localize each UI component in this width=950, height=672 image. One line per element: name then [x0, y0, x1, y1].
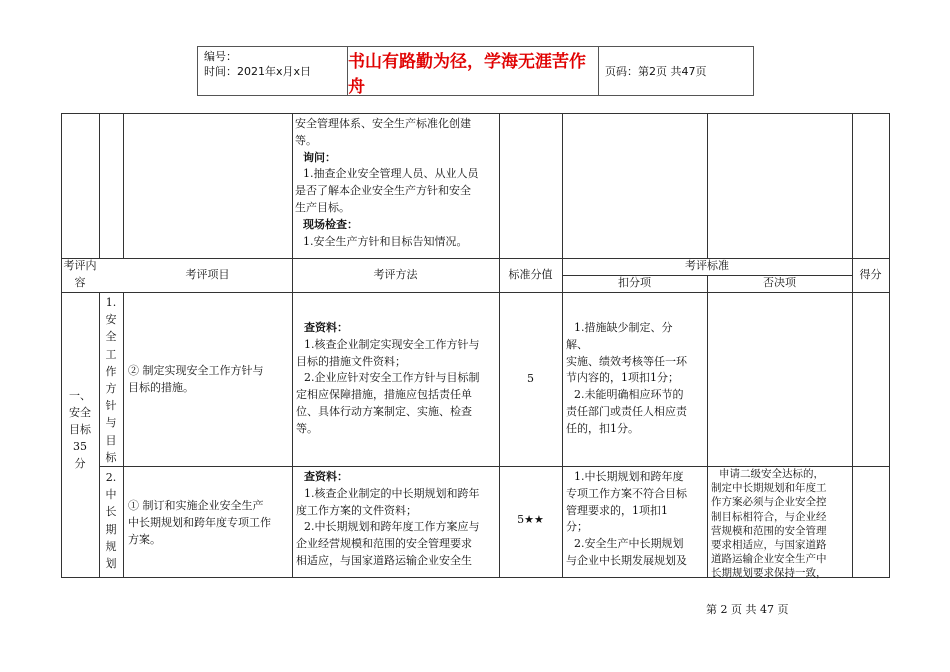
method-title: 查资料： [304, 321, 348, 334]
item-line: ① 制订和实施企业安全生产 [128, 499, 264, 512]
index-char: 工 [105, 347, 117, 361]
deduct-line: 2.未能明确相应环节的 [574, 388, 684, 402]
inquiry-title: 询问： [303, 150, 336, 164]
inquiry-line: 生产目标。 [295, 200, 350, 214]
deduct-line: 解、 [566, 337, 588, 351]
deduct-line: 分； [566, 520, 588, 534]
row1-deduct [566, 320, 704, 438]
index-char: 目 [105, 433, 117, 447]
row2-item [128, 498, 290, 548]
row2-veto [711, 467, 851, 581]
index-char: 中 [105, 488, 117, 502]
row2-deduct [566, 469, 704, 570]
top-method-line: 等。 [295, 133, 317, 147]
field-check-line: 1.安全生产方针和目标告知情况。 [303, 234, 468, 248]
row1-index [99, 294, 123, 466]
row2-method [296, 469, 499, 570]
index-char: 1. [105, 296, 117, 309]
row-line-header-bottom [61, 292, 890, 293]
veto-line: 制定中长期规划和年度工 [711, 482, 827, 495]
index-char: 安 [105, 313, 117, 327]
col-line-end [889, 113, 890, 578]
index-char: 期 [105, 522, 117, 536]
deduct-line: 与企业中长期发展规划及 [566, 553, 687, 567]
index-char: 划 [105, 557, 117, 571]
deduct-line: 任的，扣1分。 [566, 421, 639, 435]
col-line-deduct-bottom [707, 275, 708, 578]
method-line: 相适应，与国家道路运输企业安全生 [296, 553, 472, 567]
page-footer: 第 2 页 共 47 页 [706, 603, 789, 616]
item-line: ② 制定实现安全工作方针与 [128, 364, 264, 377]
index-char: 2. [105, 471, 117, 484]
header-motto: 书山有路勤为径，学海无涯苦作舟 [348, 47, 599, 95]
index-char: 方 [105, 382, 117, 396]
index-char: 作 [105, 364, 117, 378]
header-deduct: 扣分项 [618, 276, 651, 289]
category-line: 安全 [69, 406, 91, 419]
header-item: 考评项目 [185, 268, 230, 281]
evaluation-table [61, 113, 890, 578]
category-line: 目标 [69, 423, 91, 436]
header-page-label: 页码：第2页 共47页 [605, 65, 707, 78]
inquiry-line: 是否了解本企业安全生产方针和安全 [295, 184, 471, 198]
deduct-line: 1.措施缺少制定、分 [574, 321, 673, 334]
item-line: 方案。 [128, 532, 161, 546]
index-char: 全 [105, 330, 117, 344]
veto-line: 要求相适应，与国家道路 [711, 539, 827, 552]
method-title: 查资料： [304, 470, 348, 483]
method-line: 等。 [296, 421, 318, 435]
row1-item [128, 363, 290, 397]
veto-line: 申请二级安全达标的， [719, 468, 824, 480]
method-line: 1.核查企业制定实现安全工作方针与 [304, 337, 480, 351]
col-line-content-top [99, 113, 100, 258]
index-char: 与 [105, 416, 117, 430]
header-method: 考评方法 [373, 268, 418, 281]
row2-index [99, 469, 123, 572]
row2-score: 5★★ [517, 513, 544, 526]
table-border-top [61, 113, 890, 114]
header-veto: 否决项 [763, 276, 796, 289]
col-line-0 [61, 113, 62, 578]
deduct-line: 专项工作方案不符合目标 [566, 486, 687, 500]
veto-line: 长期规划要求保持一致， [711, 567, 827, 580]
deduct-line: 实施、绩效考核等任一环 [566, 354, 687, 368]
top-method-cell [295, 116, 499, 250]
deduct-line: 责任部门或责任人相应责 [566, 404, 687, 418]
header-meta [198, 47, 348, 95]
category-line: 35 [73, 440, 87, 453]
col-line-method [499, 113, 500, 578]
inquiry-line: 1.抽查企业安全管理人员、从业人员 [303, 167, 479, 181]
veto-line: 道路运输企业安全生产中 [711, 553, 827, 566]
item-line: 中长期规划和跨年度专项工作 [128, 515, 271, 529]
row1-score: 5 [527, 372, 534, 385]
col-line-veto [852, 113, 853, 578]
item-line: 目标的措施。 [128, 380, 194, 394]
header-result: 得分 [859, 268, 882, 281]
index-char: 针 [105, 399, 117, 413]
deduct-line: 管理要求的，1项扣1 [566, 503, 668, 517]
index-char: 规 [105, 539, 117, 553]
method-line: 1.核查企业制定的中长期规划和跨年 [304, 486, 480, 500]
field-check-title: 现场检查： [303, 217, 358, 231]
page-header [197, 46, 754, 96]
method-line: 企业经营规模和范围的安全管理要求 [296, 537, 472, 551]
col-line-index-top [123, 113, 124, 258]
method-line: 目标的措施文件资料； [296, 354, 406, 368]
doc-time-label: 时间：2021年x月x日 [204, 65, 312, 78]
col-line-score [562, 113, 563, 578]
method-line: 2.企业应针对安全工作方针与目标制 [304, 371, 480, 385]
header-content: 考评内容 [63, 259, 97, 289]
col-line-item [292, 113, 293, 578]
category-cell [61, 387, 99, 472]
row1-method [296, 320, 499, 438]
veto-line: 作方案必须与企业安全控 [711, 496, 827, 509]
index-char: 标 [105, 450, 117, 464]
col-line-deduct-top [707, 113, 708, 258]
veto-line: 制目标相符合，与企业经 [711, 510, 827, 523]
category-line: 一、 [69, 389, 91, 402]
top-method-line: 安全管理体系、安全生产标准化创建 [295, 117, 471, 130]
method-line: 位、具体行动方案制定、实施、检查 [296, 404, 472, 418]
method-line: 度工作方案的文件资料； [296, 503, 417, 517]
col-line-index-bottom [123, 292, 124, 578]
deduct-line: 节内容的，1项扣1分； [566, 371, 679, 385]
doc-number-label: 编号： [204, 50, 237, 63]
deduct-line: 1.中长期规划和跨年度 [574, 470, 684, 483]
header-score: 标准分值 [508, 268, 553, 281]
header-criteria: 考评标准 [685, 259, 729, 272]
method-line: 定相应保障措施，措施应包括责任单 [296, 388, 472, 402]
index-char: 长 [105, 505, 117, 519]
category-line: 分 [74, 457, 86, 470]
deduct-line: 2.安全生产中长期规划 [574, 537, 684, 551]
veto-line: 营规模和范围的安全管理 [711, 524, 827, 537]
method-line: 2.中长期规划和跨年度工作方案应与 [304, 520, 480, 534]
